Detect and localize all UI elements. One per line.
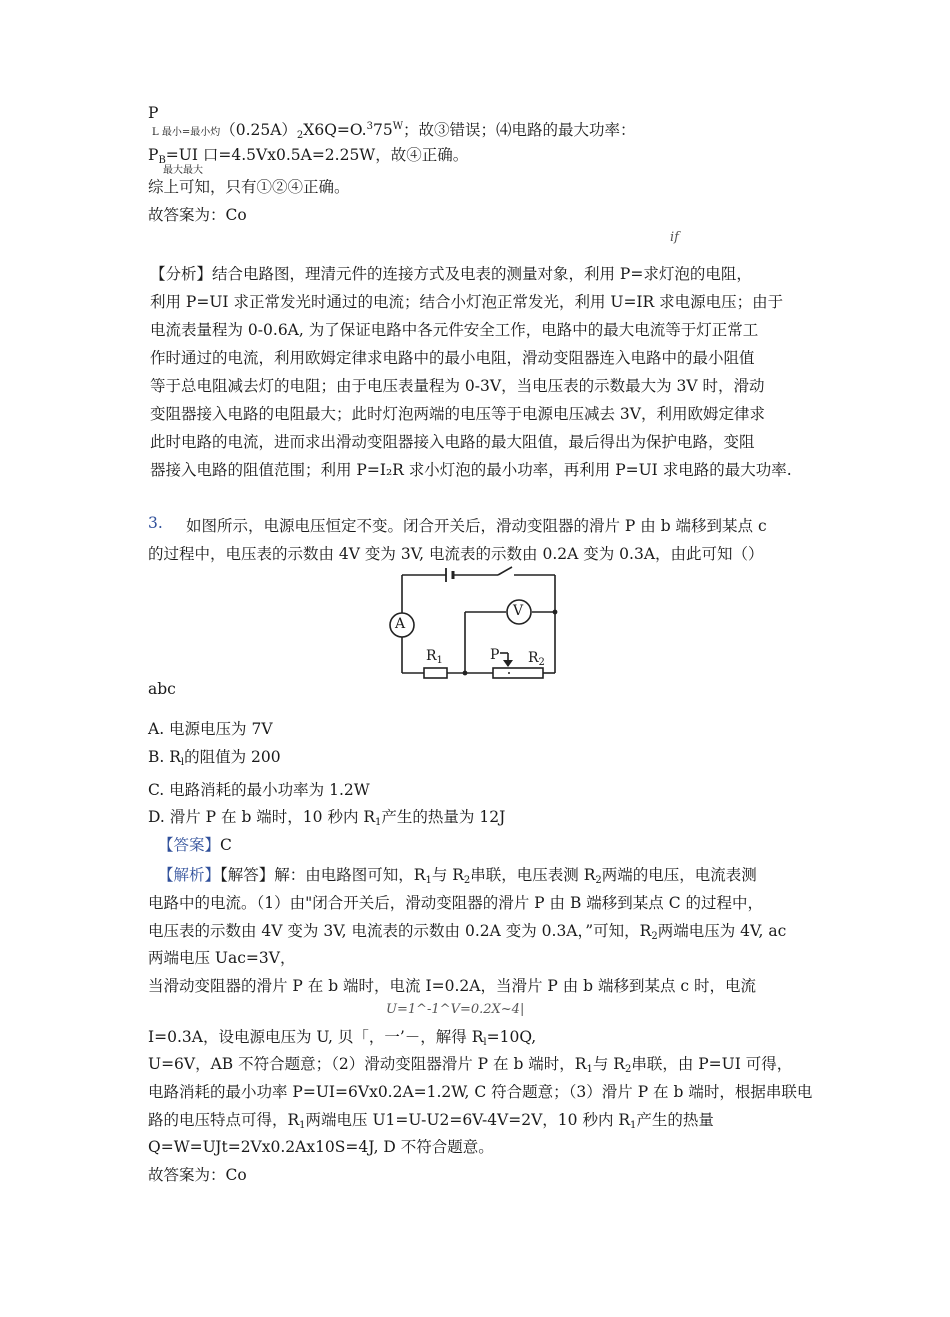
subscript: 2 <box>463 875 471 886</box>
solution-answer: 故答案为：Co <box>148 1166 247 1184</box>
analysis-line: 变阻器接入电路的电阻最大；此时灯泡两端的电压等于电源电压减去 3V，利用欧姆定律求 <box>150 405 765 423</box>
summary-line: 综上可知，只有①②④正确。 <box>148 178 350 196</box>
figure-caption: abc <box>148 680 176 698</box>
subscript: 1 <box>425 875 432 886</box>
answer <box>158 833 232 855</box>
subscript: l <box>180 757 185 768</box>
solution-line: 两端电压 Uac=3V， <box>148 949 296 967</box>
subscript: B <box>158 155 166 166</box>
subscript: 2 <box>296 130 304 141</box>
text: 【解答】解：由电路图可知，R <box>220 866 426 884</box>
analysis-line: 电流表量程为 0-0.6A, 为了保证电路中各元件安全工作，电路中的最大电流等于灯正常工 <box>150 321 759 339</box>
text: 75 <box>373 121 393 139</box>
subscript: 1 <box>299 1120 306 1131</box>
superscript: W <box>392 121 404 132</box>
subscript: l <box>483 1037 487 1048</box>
question-number: 3. <box>148 514 163 532</box>
rheostat-r2 <box>493 668 543 678</box>
superscript: 3 <box>366 121 373 132</box>
resistor-r1 <box>424 668 447 678</box>
text: U=6V，AB 不符合题意；（2）滑动变阻器滑片 P 在 b 端时，R <box>148 1055 587 1073</box>
analysis-line: 作时通过的电流，利用欧姆定律求电路中的最小电阻，滑动变阻器连入电路中的最小阻值 <box>150 349 755 367</box>
solution-line: 电路消耗的最小功率 P=UI=6Vx0.2A=1.2W, C 符合题意；（3）滑片 P 在 b 端时，根据串联电 <box>148 1083 813 1101</box>
subscript: 1 <box>436 655 443 666</box>
text: R <box>426 648 437 664</box>
voltmeter-label: V <box>513 603 524 619</box>
r2-label <box>528 650 545 668</box>
solution-line <box>148 1108 714 1131</box>
text: 路的电压特点可得，R <box>148 1111 300 1129</box>
subscript: 1 <box>586 1064 593 1075</box>
option-b <box>148 745 281 768</box>
subscript: 2 <box>624 1064 632 1075</box>
text: 的阻值为 200 <box>184 748 281 766</box>
stray-text: if <box>670 230 679 245</box>
text: 产生的热量为 12J <box>381 808 506 826</box>
solution-line: 电路中的电流。（1）由"闭合开关后，滑动变阻器的滑片 P 由 B 端移到某点 C 的过程中， <box>148 894 763 912</box>
option-c: C. 电路消耗的最小功率为 1.2W <box>148 781 370 799</box>
text: 两端的电压，电流表测 <box>601 866 757 884</box>
text: ；故③错误；⑷电路的最大功率： <box>403 121 636 139</box>
solution-line <box>158 863 757 886</box>
analysis-line: 等于总电阻减去灯的电阻；由于电压表量程为 0-3V，当电压表的示数最大为 3V 时，滑动 <box>150 377 765 395</box>
text: 与 R <box>592 1055 625 1073</box>
text: =UI 口=4.5Vx0.5A=2.25W，故④正确。 <box>165 146 469 164</box>
analysis-paragraph <box>150 260 792 484</box>
analysis-line: 器接入电路的阻值范围；利用 P=I₂R 求小灯泡的最小功率，再利用 P=UI 求电路的最大功率. <box>150 461 792 479</box>
subscript: 2 <box>651 931 658 942</box>
solution-line <box>148 919 786 942</box>
ammeter-label: A <box>395 616 406 632</box>
question-line: 的过程中，电压表的示数由 4V 变为 3V, 电流表的示数由 0.2A 变为 0.3A，由此可知（） <box>148 545 764 563</box>
text: =10Q, <box>486 1028 537 1046</box>
solution-line <box>148 1052 792 1075</box>
answer-line: 故答案为：Co <box>148 206 247 224</box>
subscript: 2 <box>538 657 545 668</box>
p-label: P <box>490 647 500 663</box>
solution-line: 当滑动变阻器的滑片 P 在 b 端时，电流 I=0.2A，当滑片 P 由 b 端移到某点 c 时，电流 <box>148 977 757 995</box>
p-label: P <box>148 104 159 122</box>
text: 产生的热量 <box>636 1111 714 1129</box>
question-line: 如图所示，电源电压恒定不变。闭合开关后，滑动变阻器的滑片 P 由 b 端移到某点 c <box>186 517 767 535</box>
analysis-line: 利用 P=UI 求正常发光时通过的电流；结合小灯泡正常发光，利用 U=IR 求电源电压；由于 <box>150 293 784 311</box>
text: B. R <box>148 748 181 766</box>
text: 串联，电压表测 R <box>470 866 596 884</box>
analysis-line: 此时电路的电流，进而求出滑动变阻器接入电路的最大阻值，最后得出为保护电路，变阻 <box>150 433 755 451</box>
text: I=0.3A，设电源电压为 U, 贝「，一’－，解得 R <box>148 1028 484 1046</box>
text: X6Q=O. <box>303 121 367 139</box>
option-d <box>148 805 505 828</box>
subscript-note: 最大最大 <box>163 165 203 176</box>
answer-tag: 【答案】 <box>158 836 221 854</box>
text: 两端电压 U1=U-U2=6V-4V=2V，10 秒内 R <box>305 1111 631 1129</box>
option-a: A. 电源电压为 7V <box>148 720 273 738</box>
text: D. 滑片 P 在 b 端时，10 秒内 R <box>148 808 376 826</box>
solution-line: Q=W=UJt=2Vx0.2Ax10S=4J, D 不符合题意。 <box>148 1138 494 1156</box>
text: 电压表的示数由 4V 变为 3V, 电流表的示数由 0.2A 变为 0.3A，”可知，R <box>148 922 652 940</box>
formula-line: U=1^-1^V=0.2X~4| <box>386 1002 525 1017</box>
text: P <box>148 146 159 164</box>
text: 串联，由 P=UI 可得， <box>631 1055 793 1073</box>
subscript: 1 <box>630 1120 637 1131</box>
solution-tag: 【解析】 <box>158 866 221 884</box>
text: 两端电压为 4V, ac <box>657 922 787 940</box>
text: （0.25A） <box>220 121 297 139</box>
text: 与 R <box>431 866 464 884</box>
subscript: L 最小=最小灼 <box>152 127 221 138</box>
analysis-line: 【分析】结合电路图，理清元件的连接方式及电表的测量对象，利用 P=求灯泡的电阻， <box>150 265 752 283</box>
subscript: 2 <box>595 875 602 886</box>
text: R <box>528 650 539 666</box>
solution-line <box>148 1025 536 1048</box>
subscript: 1 <box>375 817 382 828</box>
answer-value: C <box>220 836 232 854</box>
r1-label <box>426 648 443 666</box>
power-min-line <box>152 118 636 141</box>
